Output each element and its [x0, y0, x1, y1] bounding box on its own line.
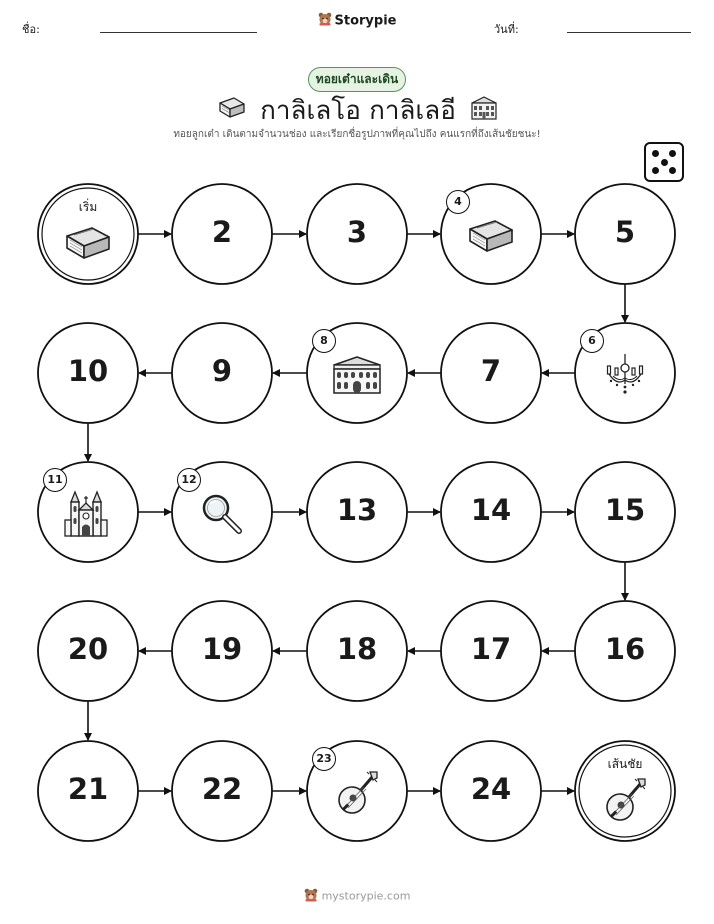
square-number: 16	[604, 632, 646, 666]
start-label: เริ่ม	[78, 200, 98, 214]
square-number: 7	[480, 354, 502, 388]
instructions: ทอยลูกเต๋า เดินตามจำนวนช่อง และเรียกชื่อรูปภาพที่คุณไปถึง คนแรกที่ถึงเส้นชัยชนะ!	[173, 129, 541, 140]
square-number: 2	[211, 215, 233, 249]
square-number: 15	[604, 493, 646, 527]
name-label: ชื่อ:	[22, 23, 40, 36]
footer	[0, 888, 714, 905]
book-icon	[64, 222, 112, 268]
square-number: 10	[67, 354, 109, 388]
footer-site: mystorypie.com	[321, 889, 411, 903]
lute-icon	[335, 770, 379, 820]
square-number: 19	[201, 632, 243, 666]
square-number: 21	[67, 772, 109, 806]
square-number: 9	[211, 354, 233, 388]
palace-icon	[332, 355, 382, 399]
magnifier-icon	[199, 491, 245, 541]
square-number: 14	[470, 493, 512, 527]
square-number-badge: 8	[312, 329, 336, 353]
date-label: วันที่:	[494, 23, 519, 36]
finish-label: เส้นชัย	[607, 757, 643, 771]
square-number: 24	[470, 772, 512, 806]
square-number: 18	[336, 632, 378, 666]
bear-icon	[304, 888, 318, 905]
cathedral-icon	[64, 490, 112, 542]
square-number-badge: 4	[446, 190, 470, 214]
square-number: 20	[67, 632, 109, 666]
square-number-badge: 23	[312, 747, 336, 771]
square-number-badge: 12	[177, 468, 201, 492]
square-number-badge: 6	[580, 329, 604, 353]
game-tag: ทอยเต๋าและเดิน	[308, 67, 406, 92]
square-number: 13	[336, 493, 378, 527]
book-icon	[467, 215, 515, 261]
square-number: 22	[201, 772, 243, 806]
chandelier-icon	[605, 354, 645, 400]
square-number: 5	[614, 215, 636, 249]
brand-name: Storypie	[334, 13, 397, 29]
lute-icon	[603, 777, 647, 827]
title-text: กาลิเลโอ กาลิเลอี	[260, 96, 456, 126]
square-number: 17	[470, 632, 512, 666]
square-number-badge: 11	[43, 468, 67, 492]
square-number: 3	[346, 215, 368, 249]
